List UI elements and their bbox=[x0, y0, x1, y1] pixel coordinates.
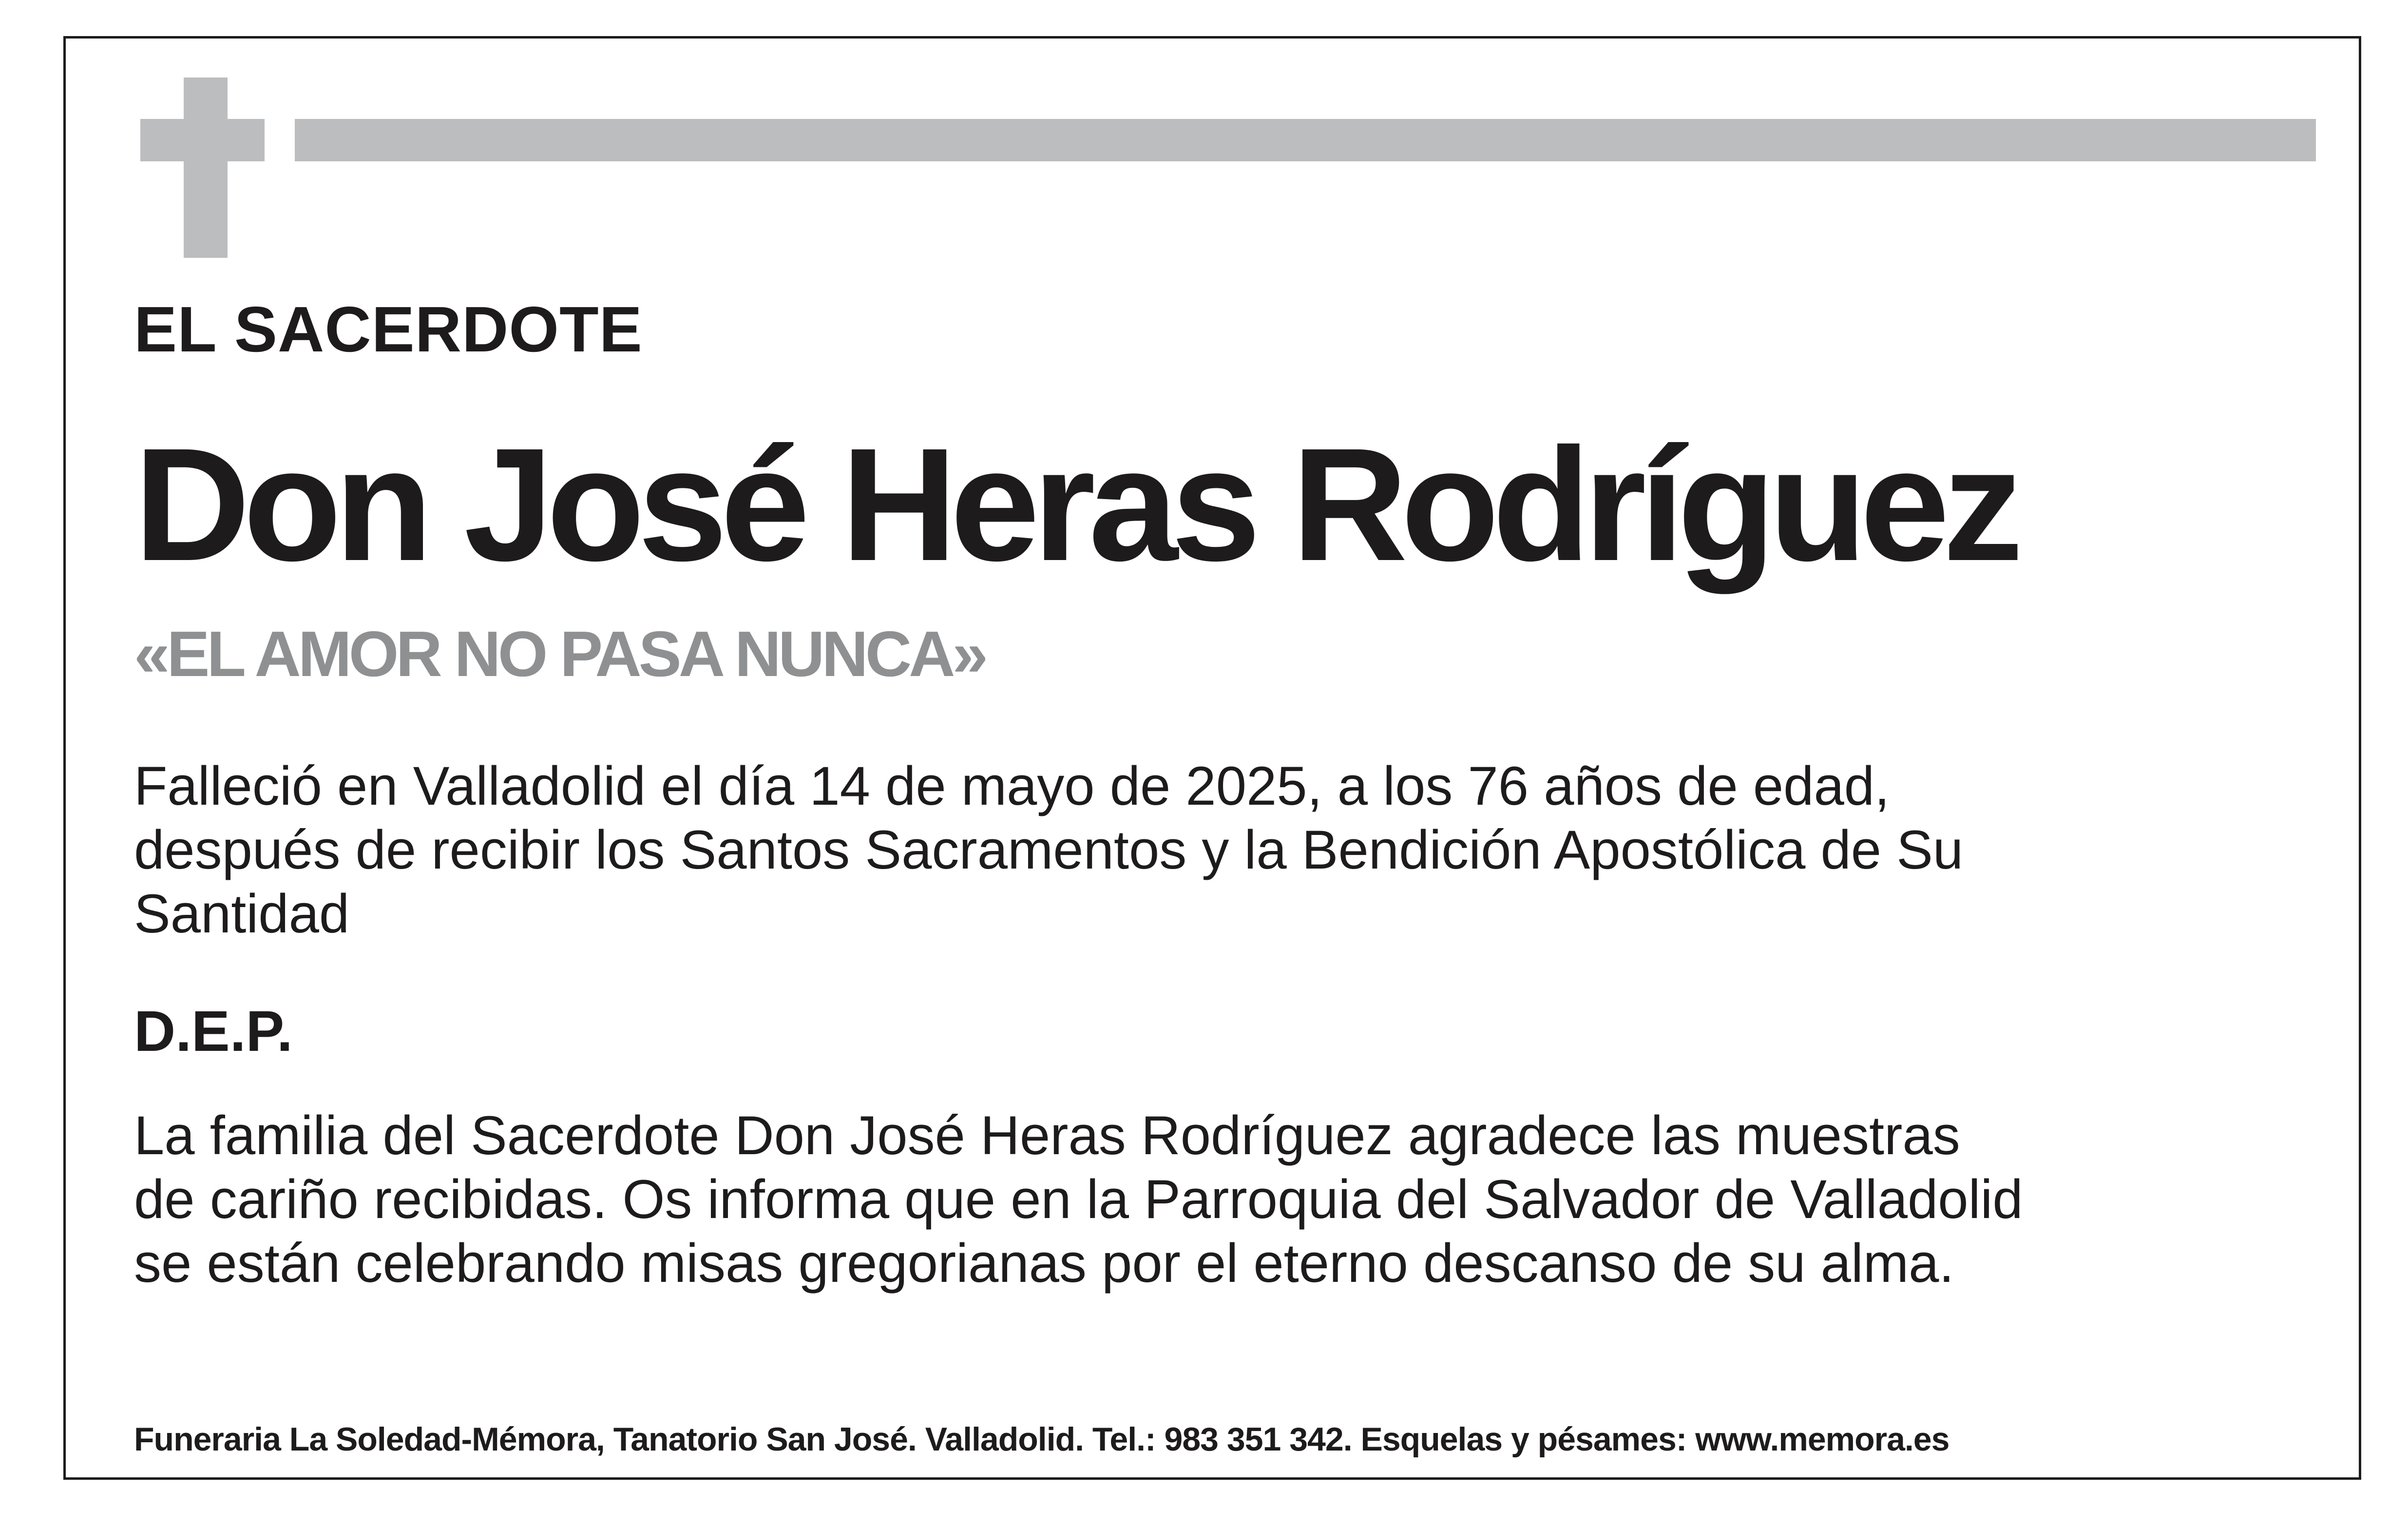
rest-in-peace-label: D.E.P. bbox=[134, 999, 293, 1064]
deceased-name: Don José Heras Rodríguez bbox=[134, 414, 2017, 594]
cross-horizontal-bar bbox=[140, 119, 265, 161]
family-message-line-3: se están celebrando misas gregorianas por el eterno descanso de su alma. bbox=[134, 1233, 1954, 1294]
death-notice-line-2: después de recibir los Santos Sacramentos y la Bendición Apostólica de Su bbox=[134, 819, 1964, 880]
motto: «EL AMOR NO PASA NUNCA» bbox=[134, 618, 985, 690]
header-rule bbox=[295, 119, 2316, 161]
title-prefix: EL SACERDOTE bbox=[134, 293, 643, 365]
death-notice-line-3: Santidad bbox=[134, 883, 350, 944]
cross-vertical-bar bbox=[184, 77, 228, 258]
family-message-line-2: de cariño recibidas. Os informa que en la Parroquia del Salvador de Valladolid bbox=[134, 1169, 2023, 1230]
family-message-line-1: La familia del Sacerdote Don José Heras Rodríguez agradece las muestras bbox=[134, 1105, 1960, 1166]
funeral-home-footer: Funeraria La Soledad-Mémora, Tanatorio San José. Valladolid. Tel.: 983 351 342. Esquelas y pésames: www.memora.es bbox=[134, 1421, 1949, 1458]
death-notice-line-1: Falleció en Valladolid el día 14 de mayo de 2025, a los 76 años de edad, bbox=[134, 755, 1890, 816]
